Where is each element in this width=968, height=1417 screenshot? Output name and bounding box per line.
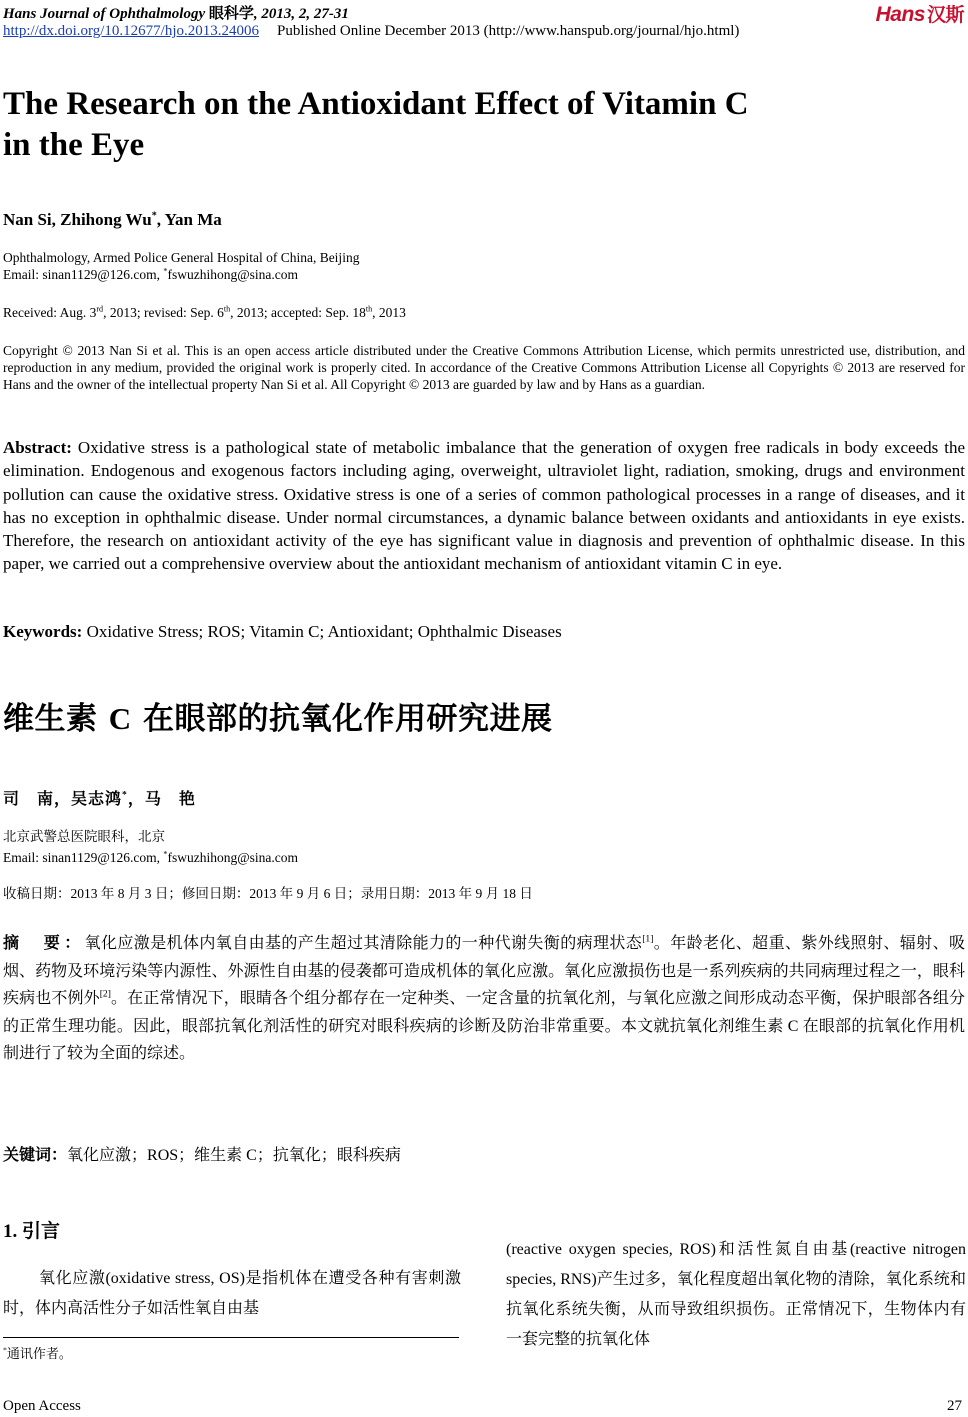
title-cn-vitamin: C: [108, 701, 132, 736]
journal-name-cn: 眼科学: [208, 6, 254, 22]
email-text: Email: sinan1129@126.com,: [3, 267, 164, 282]
journal-header: [3, 2, 349, 23]
corresponding-mark-cn: *: [122, 789, 128, 801]
keywords-label: Keywords:: [3, 622, 83, 641]
doi-link[interactable]: http://dx.doi.org/10.12677/hjo.2013.24006: [3, 23, 259, 39]
authors-cn-a: 司 南，吴志鸿: [3, 791, 123, 808]
section-number: 1.: [3, 1221, 22, 1242]
footnote-divider: [3, 1337, 459, 1338]
affiliation-en: [3, 249, 359, 283]
abstract-cn-text-b: 。年龄老化、超重、紫外线照射、辐射、吸烟、药物及环境污染等内源性、外源性自由基的侵袭都可造成机体的氧化应激。氧化应激损伤也是一系列疾病的共同病理过程之一，眼科疾病也不例外: [3, 935, 965, 1008]
email-mark: *: [163, 266, 168, 276]
received-sup: rd: [96, 304, 104, 314]
copyright-notice: Copyright © 2013 Nan Si et al. This is an open access article distributed under the Creative Commons Attribution License, which permits unrestricted use, distribution, and reproduction in any medium, provided the original work is properly cited. In accordance of the Creative Commons Attribution License all Copyrights © 2013 are reserved for Hans and the owner of the intellectual property Nan Si et al. All Copyright © 2013 are guarded by law and by Hans as a guardian.: [3, 343, 965, 392]
affiliation-text: Ophthalmology, Armed Police General Hospital of China, Beijing: [3, 250, 360, 265]
section-heading: [3, 1216, 60, 1243]
journal-citation: , 2013, 2, 27-31: [253, 6, 349, 22]
title-line-1: The Research on the Antioxidant Effect of Vitamin C: [3, 86, 749, 122]
keywords-cn-text: 氧化应激；ROS；维生素 C；抗氧化；眼科疾病: [67, 1147, 401, 1164]
keywords-en: [3, 622, 562, 642]
footnote: [3, 1343, 72, 1362]
authors-cn: [3, 786, 196, 809]
abstract-cn-text-c: 。在正常情况下，眼睛各个组分都存在一定种类、一定含量的抗氧化剂，与氧化应激之间形成动态平衡，保护眼部各组分的正常生理功能。因此，眼部抗氧化剂活性的研究对眼科疾病的诊断及防治非常重要。本文就抗氧化剂维生素 C 在眼部的抗氧化作用机制进行了较为全面的综述。: [3, 990, 965, 1063]
journal-name: Hans Journal of Ophthalmology: [3, 6, 206, 22]
corresponding-mark: *: [151, 210, 157, 222]
logo-text-cn: 汉斯: [926, 5, 964, 26]
email-cn-text: Email: sinan1129@126.com,: [3, 850, 164, 865]
publisher-logo: [876, 0, 964, 27]
logo-text-en: Hans: [875, 3, 925, 26]
body-column-right: (reactive oxygen species, ROS)和活性氮自由基(reactive nitrogen species, RNS)产生过多，氧化程度超出氧化物的清除，氧化系统和抗氧化系统失衡，从而导致组织损伤。正常情况下，生物体内有一套完整的抗氧化体: [506, 1241, 966, 1348]
published-online: Published Online December 2013 (http://www.hanspub.org/journal/hjo.html): [276, 23, 740, 39]
article-title-cn: [3, 693, 552, 738]
abstract-label: Abstract:: [3, 438, 72, 457]
affiliation-cn-text: 北京武警总医院眼科，北京: [3, 829, 165, 844]
body-column-left: 氧化应激(oxidative stress, OS)是指机体在遭受各种有害刺激时，体内高活性分子如活性氧自由基: [3, 1270, 461, 1317]
accepted-sup: th: [365, 304, 373, 314]
title-line-2: in the Eye: [3, 127, 145, 163]
section-title: 引言: [22, 1220, 61, 1242]
email-cn-mark: *: [163, 849, 168, 859]
doi-line: [3, 23, 739, 40]
revised-date: , 2013; revised: Sep. 6: [103, 305, 224, 320]
email-second: fswuzhihong@sina.com: [167, 267, 299, 282]
keywords-cn-label: 关键词：: [3, 1145, 68, 1164]
citation-ref-2: [2]: [99, 988, 111, 1000]
authors-cn-b: ，马 艳: [127, 791, 196, 808]
abstract-text: Oxidative stress is a pathological state of metabolic imbalance that the generation of oxygen free radicals in body exceeds the elimination. Endogenous and exogenous factors including aging, overweight, ultraviolet light, radiation, smoking, drugs and environment pollution can cause the oxidative stress. Oxidative stress is one of a series of common pathological processes in a range of diseases, and it has no exception in ophthalmic disease. Under normal circumstances, a dynamic balance between oxidants and antioxidants in eye exists. Therefore, the research on antioxidant activity of the eye has significant value in diagnosis and prevention of ophthalmic disease. In this paper, we carried out a comprehensive overview about the antioxidant mechanism of antioxidant vitamin C in eye.: [3, 438, 965, 574]
received-date: Received: Aug. 3: [3, 305, 97, 320]
dates-cn: 收稿日期：2013 年 8 月 3 日；修回日期：2013 年 9 月 6 日；录用日期：2013 年 9 月 18 日: [3, 886, 533, 901]
author-names: Nan Si, Zhihong Wu: [3, 210, 152, 229]
abstract-cn: [3, 929, 965, 1068]
authors-en: [3, 210, 222, 230]
title-cn-part-b: 在眼部的抗氧化作用研究进展: [131, 701, 553, 737]
keywords-text: Oxidative Stress; ROS; Vitamin C; Antioxidant; Ophthalmic Diseases: [82, 622, 562, 641]
footer-open-access: Open Access: [3, 1398, 81, 1414]
accepted-date: , 2013; accepted: Sep. 18: [230, 305, 366, 320]
title-cn-part-a: 维生素: [3, 701, 109, 737]
footnote-text: 通讯作者。: [6, 1346, 72, 1361]
abstract-en: [3, 436, 965, 576]
article-title-en: [3, 84, 903, 166]
footnote-mark: *: [3, 1345, 7, 1355]
affiliation-cn: [3, 826, 298, 868]
author-names-2: , Yan Ma: [156, 210, 222, 229]
email-cn-second: fswuzhihong@sina.com: [167, 850, 299, 865]
abstract-cn-label: 摘 要：: [3, 933, 85, 952]
citation-ref-1: [1]: [642, 933, 654, 945]
dates-en: [3, 304, 406, 321]
page-number: 27: [947, 1398, 962, 1414]
accepted-year: , 2013: [372, 305, 406, 320]
revised-sup: th: [223, 304, 231, 314]
keywords-cn: [3, 1142, 401, 1165]
abstract-cn-text-a: 氧化应激是机体内氧自由基的产生超过其清除能力的一种代谢失衡的病理状态: [84, 935, 643, 952]
